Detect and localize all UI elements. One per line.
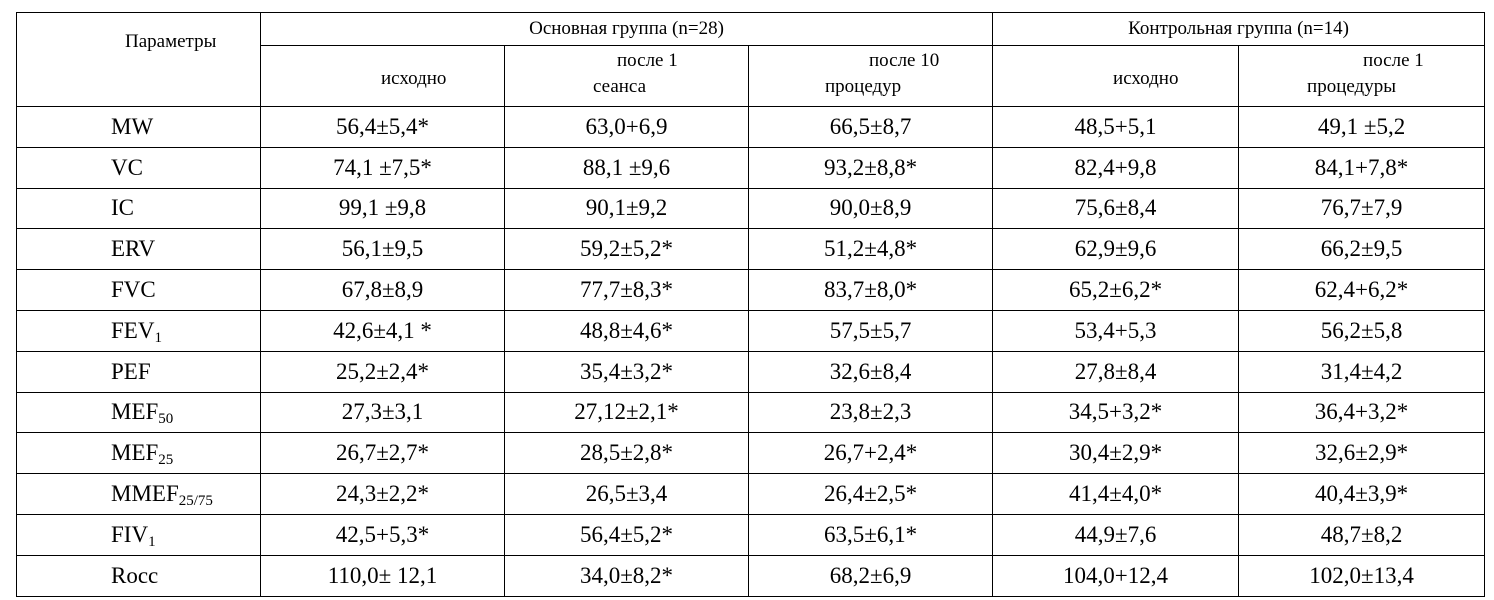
table-row [17,555,1485,596]
value-cell: 26,4±2,5* [749,474,993,515]
value-cell: 35,4±3,2* [505,351,749,392]
parameter-subscript: 25 [158,452,174,469]
parameter-name-cell [17,310,261,351]
control-baseline-header: исходно [993,46,1239,107]
table-row [17,351,1485,392]
value-cell: 59,2±5,2* [505,229,749,270]
parameter-name: MEF [111,440,159,466]
value-cell: 30,4±2,9* [993,433,1239,474]
parameter-name: FVC [111,277,156,303]
parameter-subscript: 1 [154,329,162,346]
value-cell: 82,4+9,8 [993,147,1239,188]
value-cell: 23,8±2,3 [749,392,993,433]
value-cell: 27,8±8,4 [993,351,1239,392]
parameter-subscript: 1 [148,533,156,550]
table-row [17,474,1485,515]
results-table [16,12,1485,597]
table-row [17,229,1485,270]
value-cell: 51,2±4,8* [749,229,993,270]
table-row [17,310,1485,351]
value-cell: 32,6±2,9* [1239,433,1485,474]
value-cell: 90,0±8,9 [749,188,993,229]
parameter-name-cell [17,107,261,148]
parameter-name: MEF [111,399,159,425]
parameter-subscript: 25/75 [178,493,213,510]
control-after-1-procedure-header: после 1 процедуры [1239,46,1485,107]
parameter-name: IC [111,195,134,221]
value-cell: 26,7+2,4* [749,433,993,474]
parameter-name-cell [17,270,261,311]
parameter-name-cell [17,474,261,515]
value-cell: 49,1 ±5,2 [1239,107,1485,148]
value-cell: 63,5±6,1* [749,514,993,555]
value-cell: 75,6±8,4 [993,188,1239,229]
value-cell: 31,4±4,2 [1239,351,1485,392]
value-cell: 48,7±8,2 [1239,514,1485,555]
table-row [17,392,1485,433]
value-cell: 99,1 ±9,8 [261,188,505,229]
value-cell: 74,1 ±7,5* [261,147,505,188]
main-group-header: Основная группа (n=28) [261,13,993,46]
parameters-header: Параметры [17,13,261,107]
value-cell: 41,4±4,0* [993,474,1239,515]
value-cell: 65,2±6,2* [993,270,1239,311]
value-cell: 66,5±8,7 [749,107,993,148]
parameter-name-cell [17,229,261,270]
table-row [17,188,1485,229]
value-cell: 56,4±5,2* [505,514,749,555]
value-cell: 26,7±2,7* [261,433,505,474]
value-cell: 62,9±9,6 [993,229,1239,270]
value-cell: 77,7±8,3* [505,270,749,311]
value-cell: 66,2±9,5 [1239,229,1485,270]
table-row [17,147,1485,188]
table-row [17,433,1485,474]
value-cell: 40,4±3,9* [1239,474,1485,515]
table-header [17,13,1485,107]
parameter-name: ERV [111,236,156,262]
value-cell: 36,4+3,2* [1239,392,1485,433]
value-cell: 104,0+12,4 [993,555,1239,596]
value-cell: 53,4+5,3 [993,310,1239,351]
parameter-name-cell [17,351,261,392]
value-cell: 56,1±9,5 [261,229,505,270]
parameter-name: PEF [111,358,151,384]
table-row [17,270,1485,311]
value-cell: 76,7±7,9 [1239,188,1485,229]
value-cell: 56,4±5,4* [261,107,505,148]
value-cell: 56,2±5,8 [1239,310,1485,351]
value-cell: 67,8±8,9 [261,270,505,311]
value-cell: 84,1+7,8* [1239,147,1485,188]
value-cell: 27,3±3,1 [261,392,505,433]
value-cell: 48,8±4,6* [505,310,749,351]
value-cell: 34,5+3,2* [993,392,1239,433]
parameter-name-cell [17,433,261,474]
value-cell: 57,5±5,7 [749,310,993,351]
value-cell: 28,5±2,8* [505,433,749,474]
value-cell: 102,0±13,4 [1239,555,1485,596]
parameter-name-cell [17,188,261,229]
table-row [17,514,1485,555]
parameter-name-cell [17,555,261,596]
header-row-groups [17,13,1485,46]
value-cell: 88,1 ±9,6 [505,147,749,188]
main-after-10-procedures-header: после 10 процедур [749,46,993,107]
value-cell: 42,6±4,1 * [261,310,505,351]
value-cell: 63,0+6,9 [505,107,749,148]
value-cell: 32,6±8,4 [749,351,993,392]
value-cell: 93,2±8,8* [749,147,993,188]
value-cell: 26,5±3,4 [505,474,749,515]
parameter-name-cell [17,514,261,555]
value-cell: 110,0± 12,1 [261,555,505,596]
table-body [17,107,1485,597]
value-cell: 25,2±2,4* [261,351,505,392]
value-cell: 34,0±8,2* [505,555,749,596]
value-cell: 27,12±2,1* [505,392,749,433]
value-cell: 48,5+5,1 [993,107,1239,148]
table-row [17,107,1485,148]
parameter-name: FEV [111,317,155,343]
parameter-name: Rocc [111,562,159,588]
parameter-name: MMEF [111,481,179,507]
control-group-header: Контрольная группа (n=14) [993,13,1485,46]
parameter-name: FIV [111,521,149,547]
parameter-name-cell [17,147,261,188]
main-baseline-header: исходно [261,46,505,107]
value-cell: 24,3±2,2* [261,474,505,515]
value-cell: 83,7±8,0* [749,270,993,311]
value-cell: 42,5+5,3* [261,514,505,555]
value-cell: 90,1±9,2 [505,188,749,229]
parameter-name: VC [111,154,143,180]
value-cell: 44,9±7,6 [993,514,1239,555]
parameter-name-cell [17,392,261,433]
parameter-name: MW [111,113,154,139]
parameter-subscript: 50 [158,411,174,428]
value-cell: 62,4+6,2* [1239,270,1485,311]
main-after-1-session-header: после 1 сеанса [505,46,749,107]
value-cell: 68,2±6,9 [749,555,993,596]
